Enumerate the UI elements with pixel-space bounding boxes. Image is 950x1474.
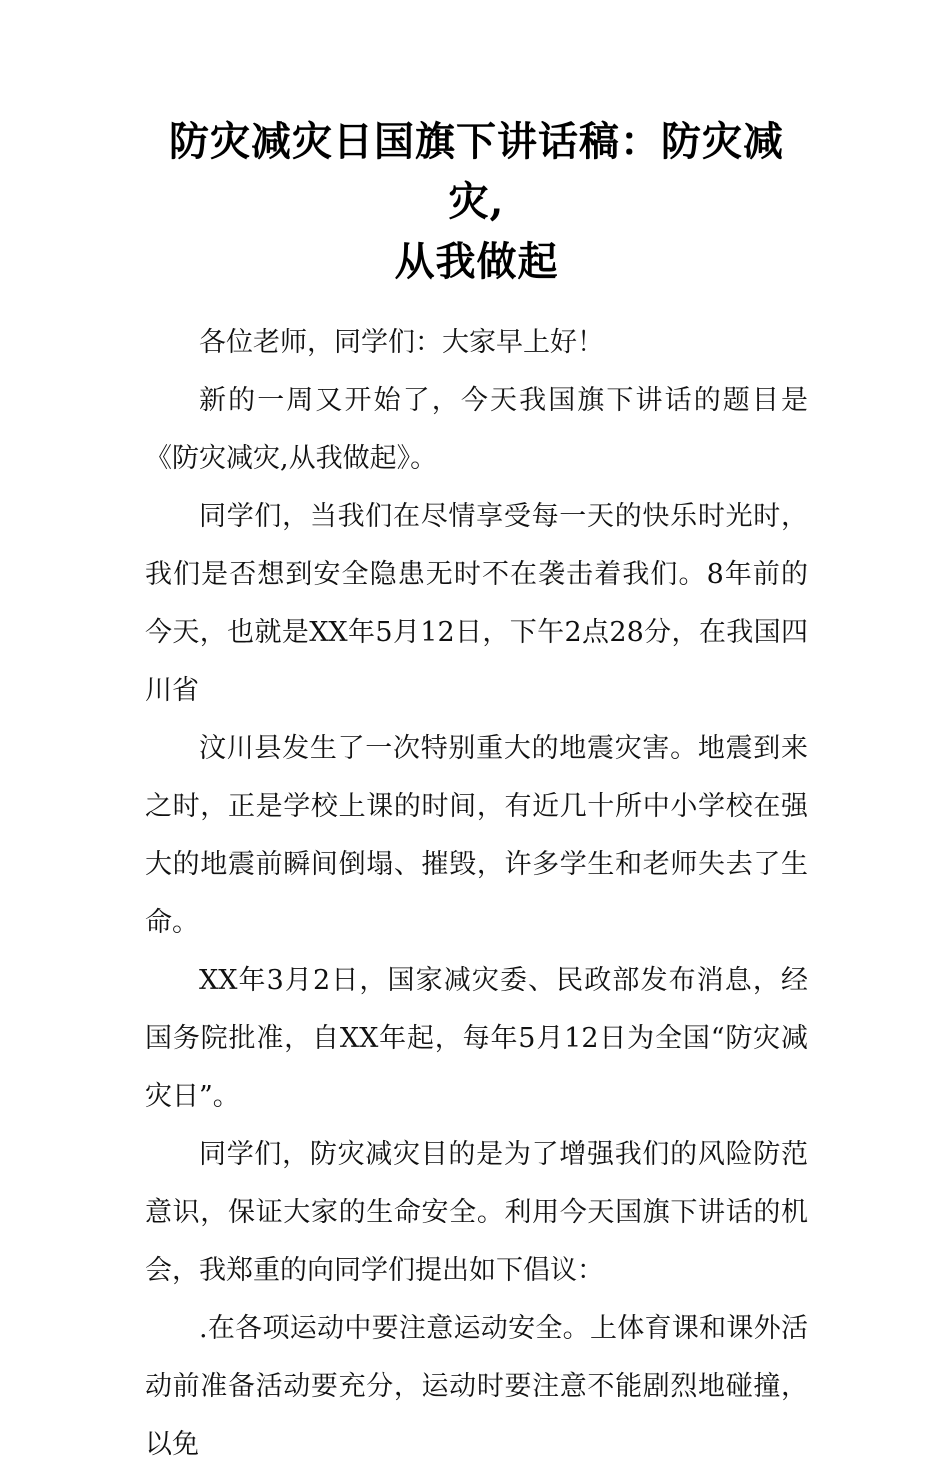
- document-body: [145, 314, 808, 1474]
- document-title: [145, 112, 808, 292]
- paragraph-disaster-day: XX年3月2日，国家减灾委、民政部发布消息，经国务院批准，自XX年起，每年5月12日为全国“防灾减灾日”。: [145, 965, 808, 1112]
- paragraph-greeting: 各位老师，同学们：大家早上好！: [199, 327, 604, 358]
- title-line-1: 防灾减灾日国旗下讲话稿：防灾减灾,: [169, 118, 784, 225]
- paragraph-topic: 新的一周又开始了，今天我国旗下讲话的题目是《防灾减灾,从我做起》。: [145, 385, 808, 474]
- paragraph-safety-hazards: 同学们，当我们在尽情享受每一天的快乐时光时，我们是否想到安全隐患无时不在袭击着我们。8年前的今天，也就是XX年5月12日，下午2点28分，在我国四川省: [145, 501, 808, 706]
- paragraph-earthquake: 汶川县发生了一次特别重大的地震灾害。地震到来之时，正是学校上课的时间，有近几十所中小学校在强大的地震前瞬间倒塌、摧毁，许多学生和老师失去了生命。: [145, 733, 808, 938]
- title-line-2: 从我做起: [394, 238, 559, 285]
- paragraph-sports-safety: .在各项运动中要注意运动安全。上体育课和课外活动前准备活动要充分，运动时要注意不能剧烈地碰撞，以免: [145, 1313, 808, 1460]
- paragraph-proposal: 同学们，防灾减灾目的是为了增强我们的风险防范意识，保证大家的生命安全。利用今天国旗下讲话的机会，我郑重的向同学们提出如下倡议：: [145, 1139, 808, 1286]
